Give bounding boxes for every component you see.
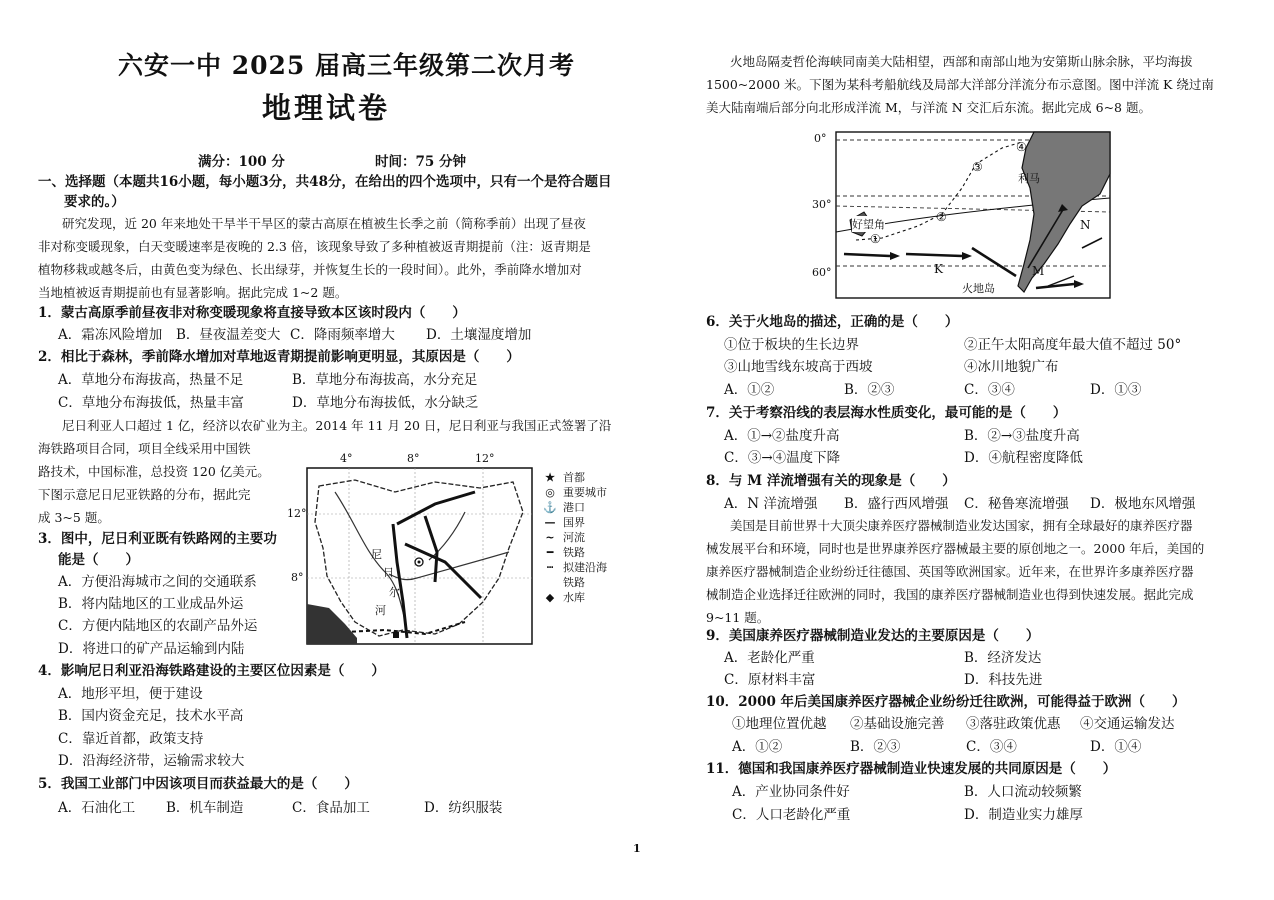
option-b[interactable]: B．国内资金充足，技术水平高 [58,708,244,724]
passage-3-line: 1500~2000 米。下图为某科考船航线及局部大洋部分洋流分布示意图。图中洋流 K 绕过南 [706,77,1214,92]
passage-3 [706,50,1214,119]
page-number: 1 [633,842,641,855]
stop-1: ① [870,232,881,246]
option-b[interactable]: B．昼夜温差变大 [176,327,281,343]
passage-1-line: 非对称变暖现象，白天变暖速率是夜晚的 2.3 倍，该现象导致了多种植被返青期提前（注：返青期是 [38,239,591,254]
option-c[interactable]: C．人口老龄化严重 [732,807,851,823]
section-heading-line2: 要求的。） [64,194,125,210]
option-b[interactable]: B．经济发达 [964,650,1042,666]
statement-2: ②正午太阳高度年最大值不超过 50° [964,337,1182,353]
option-d[interactable]: D．科技先进 [964,672,1043,688]
option-d[interactable]: D．纺织服装 [424,800,503,816]
option-c[interactable]: C．③④ [966,739,1017,755]
passage-2-line: 成 3~5 题。 [38,510,110,525]
legend-river: ~ 河流 [541,530,635,545]
option-a[interactable]: A．地形平坦，便于建设 [58,686,203,702]
option-a[interactable]: A．老龄化严重 [724,650,815,666]
option-c[interactable]: C．③→④温度下降 [724,450,841,466]
passage-2-line: 海铁路项目合同，项目全线采用中国铁 [38,441,251,456]
label-m: M [1032,264,1045,278]
legend-reservoir: ◆ 水库 [541,590,635,605]
option-c[interactable]: C．食品加工 [292,800,370,816]
statement-3: ③山地雪线东坡高于西坡 [724,359,873,375]
legend-port: ⚓ 港口 [541,500,635,515]
passage-3-line: 火地岛隔麦哲伦海峡同南美大陆相望，西部和南部山地为安第斯山脉余脉，平均海拔 [730,54,1193,69]
question-stem: 7．关于考察沿线的表层海水性质变化，最可能的是（ ） [706,405,1067,421]
section-heading-line1: 一、选择题（本题共16小题，每小题3分，共48分，在给出的四个选项中，只有一个是符合题目 [38,174,612,190]
option-d[interactable]: D．草地分布海拔低，水分缺乏 [292,395,479,411]
option-a[interactable]: A．N 洋流增强 [724,496,818,512]
question-stem: 3．图中，尼日利亚既有铁路网的主要功 [38,531,277,547]
label-k: K [934,262,943,276]
option-a[interactable]: A．产业协同条件好 [732,784,850,800]
option-a[interactable]: A．草地分布海拔高，热量不足 [58,372,244,388]
exam-subject: 地理试卷 [262,91,391,125]
option-c[interactable]: C．降雨频率增大 [290,327,395,343]
option-d[interactable]: D．制造业实力雄厚 [964,807,1083,823]
dashed-railway-icon: ┅ [546,561,554,574]
passage-1-line: 当地植被返青期提前也有显著影响。据此完成 1~2 题。 [38,285,348,300]
option-c[interactable]: C．原材料丰富 [724,672,816,688]
passage-4-line: 械发展平台和环境，同时也是世界康养医疗器械最主要的原创地之一。2000 年后，美国的 [706,541,1205,556]
question-stem: 8．与 M 洋流增强有关的现象是（ ） [706,473,956,489]
question-stem: 6．关于火地岛的描述，正确的是（ ） [706,314,959,330]
option-a[interactable]: A．方便沿海城市之间的交通联系 [58,574,257,590]
border-line-icon: — [544,516,556,529]
passage-4-line: 9~11 题。 [706,610,770,625]
passage-4-line: 械制造企业选择迁往欧洲的同时，我国的康养医疗器械制造业也得到快速发展。据此完成 [706,587,1194,602]
label-fuego: 火地岛 [962,282,995,295]
option-d[interactable]: D．④航程密度降低 [964,450,1083,466]
river-label-ni: 尼 [371,548,382,561]
lat-label-30: 30° [812,198,832,211]
option-d[interactable]: D．极地东风增强 [1090,496,1196,512]
passage-4-line: 康养医疗器械制造企业纷纷迁往德国、英国等欧洲国家。近年来，在世界许多康养医疗器 [706,564,1194,579]
map-legend [541,470,635,605]
section-heading [38,172,648,212]
label-cape: 好望角 [852,218,885,231]
option-a[interactable]: A．①② [724,382,775,398]
full-score: 满分：100 分 [198,154,285,170]
option-b[interactable]: B．草地分布海拔高，水分充足 [292,372,478,388]
passage-2-line: 路技术，中国标准，总投资 120 亿美元。 [38,464,270,479]
statement-1: ①位于板块的生长边界 [724,337,859,353]
legend-city: ◎ 重要城市 [541,485,635,500]
stop-3: ③ [972,160,983,174]
option-a[interactable]: A．①→②盐度升高 [724,428,840,444]
option-b[interactable]: B．盛行西风增强 [844,496,949,512]
option-d[interactable]: D．①④ [1090,739,1142,755]
option-b[interactable]: B．机车制造 [166,800,244,816]
option-c[interactable]: C．方便内陆地区的农副产品外运 [58,618,258,634]
option-b[interactable]: B．将内陆地区的工业成品外运 [58,596,244,612]
statement-4: ④交通运输发达 [1080,716,1175,732]
question-stem: 5．我国工业部门中因该项目而获益最大的是（ ） [38,776,358,792]
statement-1: ①地理位置优越 [732,716,827,732]
lat-label-60: 60° [812,266,832,279]
label-n: N [1080,218,1091,232]
label-lima: 利马 [1018,172,1040,185]
anchor-icon: ⚓ [543,501,557,514]
exam-time: 时间：75 分钟 [375,154,466,170]
question-stem-cont: 能是（ ） [58,552,139,568]
option-b[interactable]: B．②③ [850,739,901,755]
passage-1-line: 植物移栽或越冬后，由黄色变为绿色、长出绿芽，并恢复生长的一段时间）。此外，季前降水增加对 [38,262,582,277]
option-a[interactable]: A．霜冻风险增加 [58,327,163,343]
legend-railway: ━ 铁路 [541,545,635,560]
passage-2-line: 下图示意尼日尼亚铁路的分布，据此完 [38,487,251,502]
option-b[interactable]: B．人口流动较频繁 [964,784,1082,800]
question-stem: 10．2000 年后美国康养医疗器械企业纷纷迁往欧洲，可能得益于欧洲（ ） [706,694,1186,710]
passage-1-line: 研究发现，近 20 年来地处干旱半干旱区的蒙古高原在植被生长季之前（简称季前）出现了昼夜 [62,216,586,231]
legend-capital: ★ 首都 [541,470,635,485]
nigeria-map-figure [285,452,635,652]
question-stem: 4．影响尼日利亚沿海铁路建设的主要区位因素是（ ） [38,663,385,679]
lon-label-12: 12° [475,452,495,465]
legend-border: — 国界 [541,515,635,530]
lat-label-0: 0° [814,132,827,145]
south-america-map-figure [812,128,1116,302]
option-b[interactable]: B．②→③盐度升高 [964,428,1080,444]
option-d[interactable]: D．土壤湿度增加 [426,327,532,343]
star-icon: ★ [545,471,555,484]
south-america-map [812,128,1116,302]
option-b[interactable]: B．②③ [844,382,895,398]
exam-title: 六安一中 2025 届高三年级第二次月考 [118,51,575,80]
river-label-ri: 日 [383,566,394,579]
legend-proposed-railway: ┅ 拟建沿海铁路 [541,560,619,590]
lat-label-12: 12° [287,507,307,520]
river-line-icon: ~ [545,531,555,544]
passage-2-line: 尼日利亚人口超过 1 亿，经济以农矿业为主。2014 年 11 月 20 日，尼日利亚与我国正式签署了沿 [62,418,612,433]
stop-2: ② [936,210,947,224]
stop-4: ④ [1016,140,1027,154]
statement-2: ②基础设施完善 [850,716,945,732]
option-a[interactable]: A．石油化工 [58,800,136,816]
city-dot-icon: ◎ [545,486,555,499]
option-c[interactable]: C．③④ [964,382,1015,398]
question-stem: 9．美国康养医疗器械制造业发达的主要原因是（ ） [706,628,1040,644]
railway-line-icon: ━ [546,546,554,559]
river-label-he: 河 [375,604,386,617]
passage-1 [38,212,638,304]
lon-label-8: 8° [407,452,420,465]
passage-4 [706,514,1204,629]
option-c[interactable]: C．秘鲁寒流增强 [964,496,1069,512]
reservoir-icon: ◆ [545,591,555,604]
option-d[interactable]: D．①③ [1090,382,1142,398]
statement-3: ③落驻政策优惠 [966,716,1061,732]
option-d[interactable]: D．沿海经济带，运输需求较大 [58,753,245,769]
lat-label-8: 8° [291,571,304,584]
passage-4-line: 美国是目前世界十大顶尖康养医疗器械制造业发达国家，拥有全球最好的康养医疗器 [730,518,1193,533]
passage-3-line: 美大陆南端后部分向北形成洋流 M，与洋流 N 交汇后东流。据此完成 6~8 题。 [706,100,1151,115]
option-a[interactable]: A．①② [732,739,783,755]
statement-4: ④冰川地貌广布 [964,359,1059,375]
river-label-er: 尔 [389,586,400,599]
question-stem: 2．相比于森林，季前降水增加对草地返青期提前影响更明显，其原因是（ ） [38,349,520,365]
lon-label-4: 4° [340,452,353,465]
question-stem: 1．蒙古高原季前昼夜非对称变暖现象将直接导致本区该时段内（ ） [38,305,466,321]
option-d[interactable]: D．将进口的矿产品运输到内陆 [58,641,245,657]
option-c[interactable]: C．草地分布海拔低，热量丰富 [58,395,244,411]
question-stem: 11．德国和我国康养医疗器械制造业快速发展的共同原因是（ ） [706,761,1117,777]
option-c[interactable]: C．靠近首都，政策支持 [58,731,204,747]
